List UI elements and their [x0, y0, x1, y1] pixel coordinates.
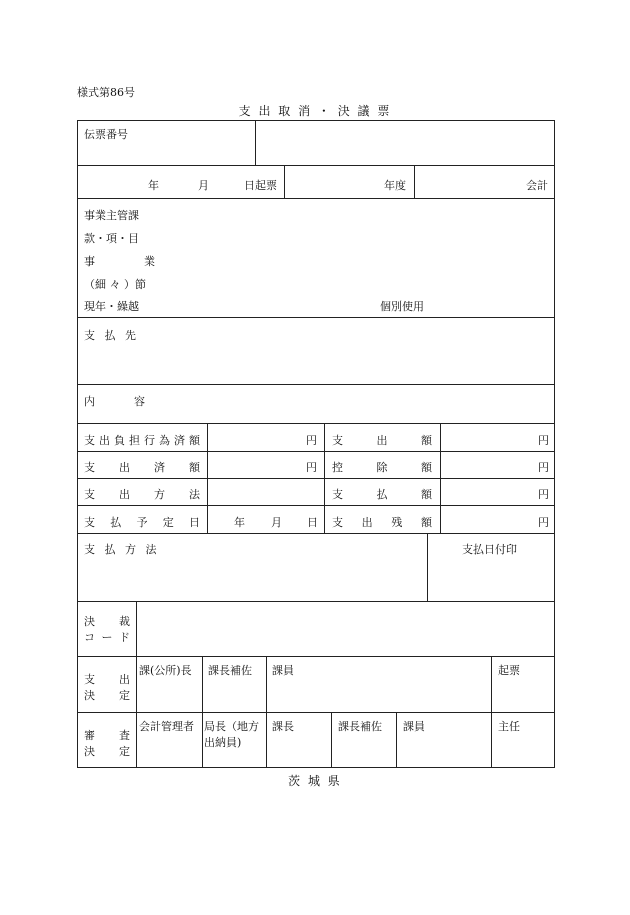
- label-char: 出: [361, 516, 373, 529]
- label-char: 支: [84, 673, 95, 686]
- label-char: 残: [391, 516, 403, 529]
- decision-code-label-1: [84, 613, 130, 629]
- content-label-2: 容: [134, 395, 145, 408]
- date-month-label: 月: [198, 179, 209, 192]
- label-char: 支: [332, 488, 343, 501]
- role-director-1: 局長（地方: [204, 720, 259, 733]
- dept-label: 事業主管課: [84, 209, 139, 222]
- date-year-label: 年: [148, 179, 159, 192]
- section-label: （細 々 ）節: [84, 278, 146, 291]
- project-label-b: 業: [144, 255, 155, 268]
- label-char: 額: [421, 434, 432, 447]
- label-char: 払: [110, 516, 122, 529]
- expended-amount-label: [84, 459, 200, 475]
- date-issued-label: 日起票: [244, 179, 277, 192]
- decision-code-label-2: [84, 629, 130, 645]
- label-char: 決: [84, 615, 95, 628]
- role-section-chief: 課(公所)長: [139, 664, 192, 677]
- label-char: 決: [84, 689, 95, 702]
- label-char: 予: [136, 516, 148, 529]
- slip-number-field[interactable]: [256, 122, 553, 164]
- item-label: 款・項・目: [84, 232, 139, 245]
- label-char: 額: [420, 516, 432, 529]
- label-char: 負: [114, 434, 125, 447]
- yen-unit: 円: [538, 488, 549, 501]
- role-chief: 課長: [272, 720, 294, 733]
- role-assistant-chief: 課長補佐: [208, 664, 252, 677]
- label-char: 支: [332, 516, 343, 529]
- label-char: 出: [119, 488, 130, 501]
- label-char: 為: [159, 434, 170, 447]
- label-char: 額: [189, 461, 200, 474]
- label-char: 支: [84, 434, 95, 447]
- deduction-amount-label: [332, 459, 432, 475]
- label-char: 額: [421, 488, 432, 501]
- label-char: 行: [144, 434, 155, 447]
- form-number: 様式第86号: [77, 86, 135, 99]
- slip-number-label: 伝票番号: [84, 128, 128, 141]
- label-char: 査: [119, 729, 130, 742]
- label-char: 支: [84, 516, 95, 529]
- label-char: 方: [154, 488, 165, 501]
- current-carry-label: 現年・繰越: [84, 300, 139, 313]
- pay-date-year: 年: [234, 516, 245, 529]
- label-char: 額: [421, 461, 432, 474]
- content-label-1: 内: [84, 395, 95, 408]
- expenditure-decision-label-2: [84, 687, 130, 703]
- label-char: 担: [129, 434, 140, 447]
- role-assistant-chief: 課長補佐: [338, 720, 382, 733]
- label-char: 控: [332, 461, 343, 474]
- form-title: 支 出 取 消 ・ 決 議 票: [238, 104, 392, 118]
- role-drafter: 起票: [498, 664, 520, 677]
- yen-unit: 円: [538, 434, 549, 447]
- account-label: 会計: [526, 179, 548, 192]
- label-char: 額: [189, 434, 200, 447]
- pay-date-day: 日: [307, 516, 318, 529]
- label-char: ド: [119, 631, 130, 644]
- review-decision-label-1: [84, 727, 130, 743]
- label-char: 法: [189, 488, 200, 501]
- expenditure-decision-label-1: [84, 671, 130, 687]
- label-char: 支: [332, 434, 343, 447]
- remaining-amount-label: [332, 514, 432, 530]
- payment-method-label: 支 払 方 法: [84, 543, 160, 556]
- expenditure-amount-label: [332, 432, 432, 448]
- prefecture-name: 茨 城 県: [288, 774, 342, 788]
- role-staff: 課員: [272, 664, 294, 677]
- yen-unit: 円: [538, 461, 549, 474]
- individual-use-label: 個別使用: [380, 300, 424, 313]
- yen-unit: 円: [538, 516, 549, 529]
- fiscal-year-label: 年度: [384, 179, 406, 192]
- label-char: 定: [119, 745, 130, 758]
- label-char: 出: [119, 461, 130, 474]
- label-char: コ: [84, 631, 95, 644]
- project-label-a: 事: [84, 255, 95, 268]
- label-char: 除: [376, 461, 388, 474]
- payment-amount-label: [332, 486, 432, 502]
- role-director-2: 出納員): [204, 736, 242, 749]
- label-char: 済: [154, 461, 165, 474]
- form-table: [77, 120, 555, 768]
- label-char: 決: [84, 745, 95, 758]
- pay-date-month: 月: [271, 516, 282, 529]
- label-char: 審: [84, 729, 95, 742]
- label-char: 支: [84, 488, 95, 501]
- label-char: 定: [119, 689, 130, 702]
- label-char: 日: [189, 516, 200, 529]
- label-char: 出: [99, 434, 110, 447]
- payment-date-stamp-label: 支払日付印: [462, 543, 517, 556]
- scheduled-payment-date-label: [84, 514, 200, 530]
- label-char: ー: [101, 631, 113, 644]
- yen-unit: 円: [306, 434, 317, 447]
- role-staff: 課員: [403, 720, 425, 733]
- label-char: 済: [174, 434, 185, 447]
- role-supervisor: 主任: [498, 720, 520, 733]
- review-decision-label-2: [84, 743, 130, 759]
- yen-unit: 円: [306, 461, 317, 474]
- payment-method-row-label: [84, 486, 200, 502]
- label-char: 裁: [119, 615, 130, 628]
- encumbered-amount-label: [84, 432, 200, 448]
- label-char: 支: [84, 461, 95, 474]
- label-char: 出: [119, 673, 130, 686]
- payee-label: 支 払 先: [84, 329, 139, 342]
- label-char: 払: [376, 488, 388, 501]
- label-char: 出: [376, 434, 388, 447]
- label-char: 定: [162, 516, 174, 529]
- role-accounting-manager: 会計管理者: [139, 720, 194, 733]
